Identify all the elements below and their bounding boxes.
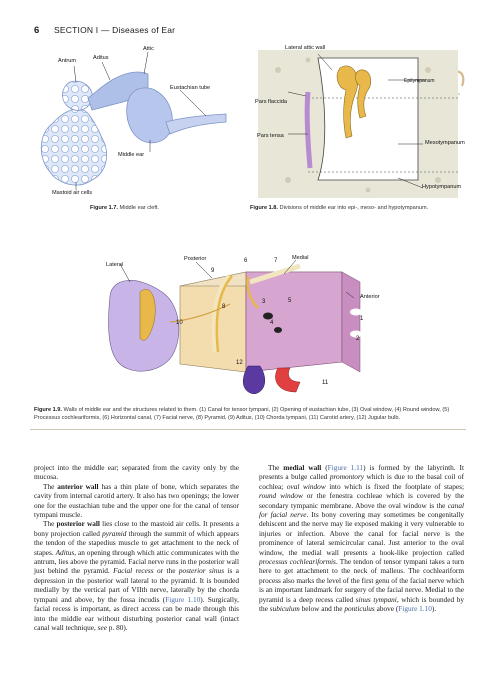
label-n11: 11	[322, 380, 329, 386]
running-header	[34, 25, 175, 36]
label-anterior: Anterior	[360, 294, 380, 300]
body-right-column	[259, 463, 464, 614]
figure-1-9-number: Figure 1.9.	[34, 407, 62, 413]
label-medial: Medial	[292, 255, 309, 261]
figure-1-8-caption	[250, 204, 460, 212]
figure-1-9-caption	[34, 406, 466, 422]
figure-1-9-text: Walls of middle ear and the structures related to them. (1) Canal for tensor tympani, (2) Opening of eustachian tube, (3) Oval window, (4) Round window, (5) Processus cochleariformis, (6) Horizontal canal, (7) Facial nerve, (8) Pyramid, (9) Aditus, (10) Chorda tympani, (11) Carotid artery, (12) Jugular bulb.	[34, 407, 450, 421]
figure-link-1-10[interactable]: Figure 1.10	[165, 594, 201, 604]
term-anterior-wall: anterior wall	[57, 481, 99, 491]
paragraph-posterior-wall: The posterior wall lies close to the mastoid air cells. It presents a bony projection called pyramid through the summit of which appears the tendon of the stapedius muscle to get attachment to the neck of stapes. Aditus, an opening through which attic communicates with the antrum, lies above the pyramid. Facial nerve runs in the posterior wall just behind the pyramid. Facial recess or the posterior sinus is a depression in the posterior wall lateral to the pyramid. It is bounded medially by the vertical part of VIIth nerve, laterally by the chorda tympani and above, by the fossa incudis (Figure 1.10). Surgically, facial recess is important, as direct access can be made through this into the middle ear without disturbing posterior canal wall (intact canal wall technique, see p. 80).	[34, 519, 239, 632]
figure-1-7-illustration	[30, 44, 230, 204]
paragraph-anterior-wall: The anterior wall has a thin plate of bone, which separates the cavity from internal carotid artery. It also has two openings; the lower one for the eustachian tube and the upper one for the canal of tensor tympani muscle.	[34, 481, 239, 520]
label-middle-ear: Middle ear	[118, 152, 145, 158]
figure-1-8-illustration	[248, 40, 468, 202]
section-title: SECTION I — Diseases of Ear	[54, 25, 176, 35]
figure-1-7-number: Figure 1.7.	[90, 205, 118, 211]
figure-1-7-text: Middle ear cleft.	[119, 205, 160, 211]
figure-1-8-text: Divisions of middle ear into epi-, meso- and hypotympanum.	[279, 205, 429, 211]
page-number: 6	[34, 25, 40, 36]
label-n5: 5	[288, 298, 292, 304]
label-n12: 12	[236, 360, 243, 366]
figure-1-8-number: Figure 1.8.	[250, 205, 278, 211]
label-attic: Attic	[143, 46, 154, 52]
paragraph-continued: project into the middle ear; separated from the cavity only by the mucosa.	[34, 463, 239, 482]
label-posterior: Posterior	[184, 256, 207, 262]
label-pars-flaccida: Pars flaccida	[255, 99, 288, 105]
label-antrum: Antrum	[58, 58, 77, 64]
label-n8: 8	[222, 304, 226, 310]
label-lateral-attic-wall: Lateral attic wall	[285, 45, 326, 51]
label-lateral: Lateral	[106, 262, 124, 268]
label-n7: 7	[274, 258, 278, 264]
label-epitympanum: Epitympanum	[404, 78, 435, 84]
label-n1: 1	[360, 316, 364, 322]
paragraph-medial-wall: The medial wall (Figure 1.11) is formed by the labyrinth. It presents a bulge called promontory which is due to the basal coil of cochlea; oval window into which is fixed the footplate of stapes; round window or the fenestra cochleae which is covered by the secondary tympanic membrane. Above the oval window is the canal for facial nerve. Its bony covering may sometimes be congenitally dehiscent and the nerve may lie exposed making it very vulnerable to injuries or infection. Above the canal for facial nerve is the prominence of lateral semicircular canal. Just anterior to the oval window, the medial wall presents a hook-like projection called processus cochleariformis. The tendon of tensor tympani takes a turn here to get attachment to the neck of malleus. The cochleariform process also marks the level of the first genu of the facial nerve which is an important landmark for surgery of the facial nerve. Medial to the pyramid is a deep recess called sinus tympani, which is bounded by the subiculum below and the ponticulus above (Figure 1.10).	[259, 463, 465, 614]
label-n6: 6	[244, 258, 248, 264]
label-n10: 10	[176, 320, 183, 326]
term-medial-wall: medial wall	[283, 463, 322, 472]
label-hypotympanum: Hypotympanum	[422, 184, 462, 190]
label-mastoid-air-cells: Mastoid air cells	[52, 190, 93, 196]
label-n4: 4	[270, 320, 274, 326]
label-n9: 9	[211, 268, 215, 274]
figure-1-7-caption	[90, 204, 159, 212]
label-n2: 2	[356, 336, 360, 342]
figure-1-9-illustration	[100, 252, 390, 394]
figure-divider	[30, 429, 466, 430]
label-aditus: Aditus	[93, 55, 109, 61]
label-pars-tensa: Pars tensa	[257, 133, 284, 139]
label-mesotympanum: Mesotympanum	[425, 140, 465, 146]
figure-link-1-11[interactable]: Figure 1.11	[327, 463, 364, 472]
term-posterior-wall: posterior wall	[56, 519, 100, 529]
label-eustachian-tube: Eustachian tube	[170, 85, 211, 91]
figure-link-1-10-b[interactable]: Figure 1.10	[398, 604, 432, 614]
body-left-column	[34, 463, 239, 632]
label-n3: 3	[262, 299, 266, 305]
